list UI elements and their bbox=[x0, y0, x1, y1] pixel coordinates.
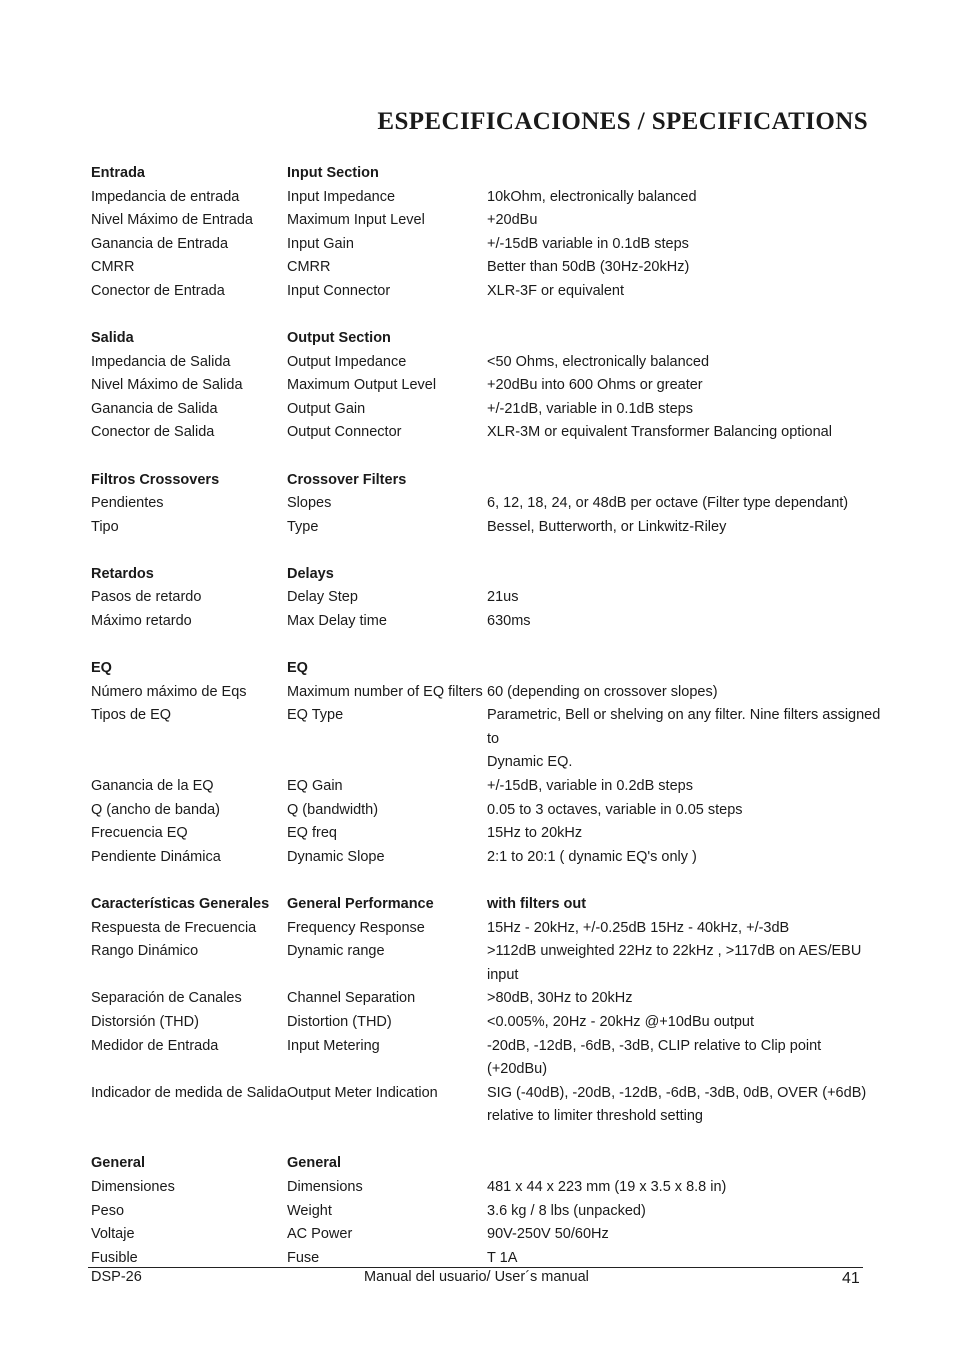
spec-section bbox=[91, 563, 881, 634]
spanish-label: Pasos de retardo bbox=[91, 589, 202, 606]
spec-value bbox=[487, 327, 881, 351]
spec-row bbox=[91, 492, 881, 516]
english-label: Maximum Input Level bbox=[287, 212, 425, 229]
spec-value: +/-15dB, variable in 0.2dB steps bbox=[487, 778, 693, 795]
section-header bbox=[91, 657, 881, 681]
spec-row bbox=[91, 233, 881, 257]
spanish-label: Nivel Máximo de Salida bbox=[91, 377, 243, 394]
spec-row bbox=[91, 256, 881, 280]
spec-value: 0.05 to 3 octaves, variable in 0.05 steps bbox=[487, 801, 743, 818]
english-label: Channel Separation bbox=[287, 990, 416, 1007]
spec-row bbox=[91, 681, 881, 705]
spec-value: SIG (-40dB), -20dB, -12dB, -6dB, -3dB, 0dB, OVER (+6dB) bbox=[487, 1084, 867, 1101]
spec-value: 2:1 to 20:1 ( dynamic EQ's only ) bbox=[487, 848, 697, 865]
spanish-label: Impedancia de entrada bbox=[91, 188, 240, 205]
spec-value: 15Hz - 20kHz, +/-0.25dB 15Hz - 40kHz, +/-3dB bbox=[487, 919, 790, 936]
spec-section bbox=[91, 469, 881, 540]
spec-row bbox=[91, 1200, 881, 1224]
spanish-label: Conector de Entrada bbox=[91, 282, 225, 299]
spanish-label: Rango Dinámico bbox=[91, 943, 199, 960]
page-title: ESPECIFICACIONES / SPECIFICATIONS bbox=[377, 108, 868, 135]
spec-value: 60 (depending on crossover slopes) bbox=[487, 683, 718, 700]
spec-section bbox=[91, 657, 881, 869]
english-label: Input Impedance bbox=[287, 188, 396, 205]
spec-value: -20dB, -12dB, -6dB, -3dB, CLIP relative to Clip point (+20dBu) bbox=[487, 1037, 822, 1078]
english-label: Type bbox=[287, 518, 319, 535]
spanish-label: Máximo retardo bbox=[91, 613, 192, 629]
spec-section bbox=[91, 162, 881, 304]
english-label: Max Delay time bbox=[287, 613, 387, 629]
english-label: Delay Step bbox=[287, 589, 358, 606]
english-label: CMRR bbox=[287, 259, 331, 276]
spec-value bbox=[487, 469, 881, 493]
spec-row bbox=[91, 280, 881, 304]
spec-value: 10kOhm, electronically balanced bbox=[487, 188, 697, 205]
spanish-label: Retardos bbox=[91, 565, 154, 582]
spec-row bbox=[91, 751, 881, 775]
spec-row bbox=[91, 940, 881, 987]
spanish-label: Número máximo de Eqs bbox=[91, 683, 247, 700]
english-label: Crossover Filters bbox=[287, 471, 407, 488]
spanish-label: Nivel Máximo de Entrada bbox=[91, 212, 253, 229]
spec-value: T 1A bbox=[487, 1249, 518, 1266]
spanish-label: General bbox=[91, 1155, 145, 1172]
spanish-label: Pendiente Dinámica bbox=[91, 848, 221, 865]
spanish-label: Voltaje bbox=[91, 1226, 135, 1243]
spanish-label: Separación de Canales bbox=[91, 990, 242, 1007]
spanish-label: Ganancia de Salida bbox=[91, 400, 218, 417]
english-label: EQ Gain bbox=[287, 778, 343, 795]
spec-row bbox=[91, 186, 881, 210]
spanish-label: Conector de Salida bbox=[91, 424, 215, 441]
spanish-label: Tipo bbox=[91, 518, 119, 535]
english-label: AC Power bbox=[287, 1226, 353, 1243]
spec-value: +/-15dB variable in 0.1dB steps bbox=[487, 235, 689, 252]
spec-value: Bessel, Butterworth, or Linkwitz-Riley bbox=[487, 518, 727, 535]
spec-value: 630ms bbox=[487, 613, 531, 629]
spanish-label: Q (ancho de banda) bbox=[91, 801, 220, 818]
section-header bbox=[91, 327, 881, 351]
spec-row bbox=[91, 1035, 881, 1082]
spec-row bbox=[91, 799, 881, 823]
section-header bbox=[91, 469, 881, 493]
spec-value: +20dBu bbox=[487, 212, 538, 229]
spec-value: Dynamic EQ. bbox=[487, 754, 573, 771]
spec-row bbox=[91, 1223, 881, 1247]
english-label: Slopes bbox=[287, 495, 332, 512]
english-label: Output Gain bbox=[287, 400, 366, 417]
spanish-label bbox=[91, 751, 287, 775]
spanish-label: Peso bbox=[91, 1202, 125, 1219]
english-label: Output Meter Indication bbox=[287, 1084, 438, 1101]
spec-row bbox=[91, 610, 881, 634]
english-label: General Performance bbox=[287, 895, 434, 912]
english-label bbox=[287, 1105, 487, 1129]
spanish-label: Respuesta de Frecuencia bbox=[91, 919, 257, 936]
english-label: Input Connector bbox=[287, 282, 391, 299]
spec-row bbox=[91, 1176, 881, 1200]
spec-value: +/-21dB, variable in 0.1dB steps bbox=[487, 400, 693, 417]
english-label: Distortion (THD) bbox=[287, 1013, 392, 1030]
spec-value: <0.005%, 20Hz - 20kHz @+10dBu output bbox=[487, 1013, 755, 1030]
spec-value: Parametric, Bell or shelving on any filter. Nine filters assigned to bbox=[487, 707, 881, 747]
spec-value: Better than 50dB (30Hz-20kHz) bbox=[487, 259, 690, 276]
english-label: Frequency Response bbox=[287, 919, 425, 936]
specifications-table bbox=[91, 162, 881, 1294]
spec-row bbox=[91, 1011, 881, 1035]
footer-model: DSP-26 bbox=[91, 1269, 142, 1285]
spec-row bbox=[91, 586, 881, 610]
spanish-label: Frecuencia EQ bbox=[91, 825, 188, 842]
spanish-label: Tipos de EQ bbox=[91, 707, 172, 724]
english-label: Dynamic Slope bbox=[287, 848, 385, 865]
english-label: Input Section bbox=[287, 165, 379, 181]
spec-value bbox=[487, 563, 881, 587]
spec-value bbox=[487, 657, 881, 681]
section-header bbox=[91, 563, 881, 587]
spec-row bbox=[91, 775, 881, 799]
spanish-label: Impedancia de Salida bbox=[91, 353, 231, 370]
spec-value: >112dB unweighted 22Hz to 22kHz , >117dB on AES/EBU input bbox=[487, 943, 862, 983]
spanish-label: Ganancia de Entrada bbox=[91, 235, 229, 252]
spanish-label: Medidor de Entrada bbox=[91, 1037, 219, 1054]
spec-row bbox=[91, 1105, 881, 1129]
spec-row bbox=[91, 1082, 881, 1106]
spanish-label: Ganancia de la EQ bbox=[91, 778, 214, 795]
spec-row bbox=[91, 516, 881, 540]
spec-section bbox=[91, 1152, 881, 1270]
english-label: Delays bbox=[287, 565, 334, 582]
spec-value: +20dBu into 600 Ohms or greater bbox=[487, 377, 703, 394]
spec-row bbox=[91, 822, 881, 846]
page-number: 41 bbox=[842, 1270, 860, 1287]
spec-value: 6, 12, 18, 24, or 48dB per octave (Filter type dependant) bbox=[487, 495, 849, 512]
spanish-label: CMRR bbox=[91, 259, 135, 276]
spec-row bbox=[91, 421, 881, 445]
english-label: EQ freq bbox=[287, 825, 337, 842]
spanish-label: Fusible bbox=[91, 1249, 138, 1266]
english-label: Input Gain bbox=[287, 235, 354, 252]
spanish-label: Filtros Crossovers bbox=[91, 471, 220, 488]
english-label: EQ bbox=[287, 660, 308, 677]
spanish-label: EQ bbox=[91, 660, 112, 677]
spec-row bbox=[91, 398, 881, 422]
spanish-label: Salida bbox=[91, 330, 134, 347]
spec-value: >80dB, 30Hz to 20kHz bbox=[487, 990, 633, 1007]
spec-value: XLR-3F or equivalent bbox=[487, 282, 625, 299]
english-label: Maximum number of EQ filters bbox=[287, 683, 483, 700]
spanish-label bbox=[91, 1105, 287, 1129]
spec-row bbox=[91, 704, 881, 751]
english-label: General bbox=[287, 1155, 341, 1172]
section-header bbox=[91, 1152, 881, 1176]
english-label: Q (bandwidth) bbox=[287, 801, 379, 818]
spanish-label: Indicador de medida de Salida bbox=[91, 1084, 287, 1101]
spanish-label: Características Generales bbox=[91, 895, 270, 912]
footer-manual-title: Manual del usuario/ User´s manual bbox=[364, 1269, 589, 1285]
spec-value: 3.6 kg / 8 lbs (unpacked) bbox=[487, 1202, 646, 1219]
spec-value: with filters out bbox=[487, 895, 587, 912]
spec-value: 90V-250V 50/60Hz bbox=[487, 1226, 609, 1243]
footer-divider bbox=[88, 1267, 863, 1268]
spanish-label: Entrada bbox=[91, 165, 145, 181]
english-label: Maximum Output Level bbox=[287, 377, 437, 394]
spanish-label: Pendientes bbox=[91, 495, 164, 512]
spec-row bbox=[91, 846, 881, 870]
spec-row bbox=[91, 374, 881, 398]
spec-value: XLR-3M or equivalent Transformer Balancing optional bbox=[487, 424, 832, 441]
spec-row bbox=[91, 209, 881, 233]
spec-row bbox=[91, 917, 881, 941]
spec-value: <50 Ohms, electronically balanced bbox=[487, 353, 710, 370]
spec-section bbox=[91, 327, 881, 445]
spec-value: 15Hz to 20kHz bbox=[487, 825, 583, 842]
english-label: Dynamic range bbox=[287, 943, 385, 960]
english-label: Dimensions bbox=[287, 1178, 363, 1195]
english-label: Weight bbox=[287, 1202, 332, 1219]
spec-row bbox=[91, 987, 881, 1011]
spec-value bbox=[487, 1152, 881, 1176]
english-label: Input Metering bbox=[287, 1037, 380, 1054]
english-label: Output Connector bbox=[287, 424, 402, 441]
english-label: Output Section bbox=[287, 330, 391, 347]
section-header bbox=[91, 893, 881, 917]
english-label bbox=[287, 751, 487, 775]
english-label: Fuse bbox=[287, 1249, 320, 1266]
spec-section bbox=[91, 893, 881, 1129]
spanish-label: Distorsión (THD) bbox=[91, 1013, 199, 1030]
spec-value: 21us bbox=[487, 589, 519, 606]
spec-value: relative to limiter threshold setting bbox=[487, 1108, 703, 1125]
english-label: Output Impedance bbox=[287, 353, 407, 370]
spec-value: 481 x 44 x 223 mm (19 x 3.5 x 8.8 in) bbox=[487, 1178, 727, 1195]
spec-row bbox=[91, 351, 881, 375]
english-label: EQ Type bbox=[287, 707, 344, 724]
section-header bbox=[91, 162, 881, 186]
spec-value bbox=[487, 162, 881, 186]
spanish-label: Dimensiones bbox=[91, 1178, 175, 1195]
